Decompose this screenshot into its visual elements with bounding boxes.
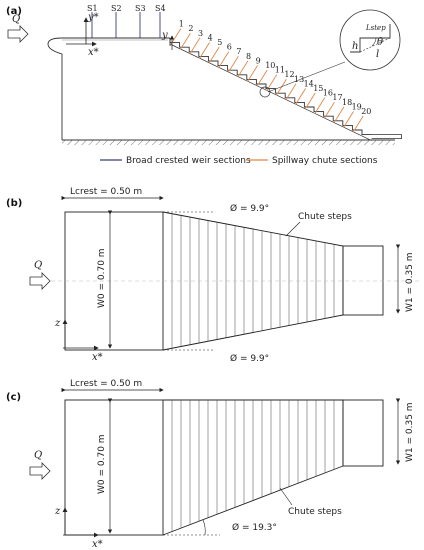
chute-section-label: 20 xyxy=(361,107,372,116)
steps-label-b: Chute steps xyxy=(298,212,352,222)
y-axis-label-a: y* xyxy=(88,12,99,23)
weir-structure xyxy=(48,38,170,140)
chute-step-lines-b xyxy=(172,214,334,349)
flow-label-c: Q xyxy=(34,450,43,461)
weir-section-label: S3 xyxy=(135,4,146,13)
w0-label-b: W0 = 0.70 m xyxy=(97,248,107,308)
outlet-c xyxy=(343,400,383,466)
angle-c: Ø = 19.3° xyxy=(232,523,277,533)
weir-sections xyxy=(87,4,166,38)
angle-top-b: Ø = 9.9° xyxy=(230,204,270,214)
chute-section-label: 11 xyxy=(274,65,285,75)
outlet-b xyxy=(343,246,383,315)
inset-theta: θ xyxy=(377,37,384,48)
inset-l: l xyxy=(376,49,380,60)
weir-section-label: S2 xyxy=(111,4,122,13)
crest-c xyxy=(65,400,163,535)
chute-section-label: 1 xyxy=(178,19,184,29)
panel-b xyxy=(6,187,420,364)
chute-section-label: 16 xyxy=(322,88,333,98)
panel-c xyxy=(6,379,415,550)
chute-section-label: 14 xyxy=(303,79,314,89)
panel-a xyxy=(6,4,402,166)
chute-section-label: 17 xyxy=(332,93,343,103)
lcrest-label-c: Lcrest = 0.50 m xyxy=(70,379,143,389)
legend-weir-label: Broad crested weir sections xyxy=(126,156,251,166)
angle-arc-c xyxy=(203,520,205,535)
lcrest-label-b: Lcrest = 0.50 m xyxy=(70,187,143,197)
panel-b-label: (b) xyxy=(6,198,23,209)
flow-arrow-c xyxy=(30,463,50,479)
panel-c-label: (c) xyxy=(6,392,22,403)
flow-arrow-b xyxy=(30,273,50,289)
weir-section-label: S1 xyxy=(87,4,98,13)
chute-section-label: 4 xyxy=(207,33,213,43)
z-label-c: z xyxy=(55,506,61,517)
chute-section-label: 18 xyxy=(342,97,353,107)
weir-section-label: S4 xyxy=(155,4,166,13)
x-axis-label-a: x* xyxy=(88,47,99,58)
flow-arrow-a xyxy=(8,14,28,42)
chute-section-label: 8 xyxy=(246,51,252,61)
steps-leader-b xyxy=(286,222,300,236)
y-axis-chute-label: y xyxy=(162,30,168,41)
ground-hatch xyxy=(62,140,395,145)
angle-bottom-b: Ø = 9.9° xyxy=(230,354,270,364)
chute-section-label: 6 xyxy=(226,42,232,52)
chute-section-label: 2 xyxy=(188,24,194,34)
chute-section-label: 7 xyxy=(236,47,242,57)
w1-label-b: W1 = 0.35 m xyxy=(405,252,415,312)
chute-section-label: 19 xyxy=(351,102,362,112)
steps-leader-c xyxy=(280,488,292,505)
chute-section-label: 5 xyxy=(217,38,223,47)
panel-a-label: (a) xyxy=(6,6,22,17)
inset-h: h xyxy=(352,41,359,52)
x-label-c: x* xyxy=(92,539,103,550)
tail-apron xyxy=(372,135,402,139)
legend-a xyxy=(100,156,378,166)
chute-section-label: 12 xyxy=(284,70,295,80)
step-detail-inset xyxy=(260,10,400,97)
z-label-b: z xyxy=(55,318,61,329)
w1-label-c: W1 = 0.35 m xyxy=(405,402,415,462)
steps-label-c: Chute steps xyxy=(288,507,342,517)
legend-chute-label: Spillway chute sections xyxy=(272,156,378,166)
inset-lstep: Lstep xyxy=(366,24,386,32)
chute-section-label: 10 xyxy=(265,61,276,70)
x-label-b: x* xyxy=(92,352,103,363)
chute-section-label: 9 xyxy=(255,56,261,66)
chute-section-label: 15 xyxy=(313,84,324,93)
flow-label-a: Q xyxy=(12,14,21,25)
chute-section-label: 13 xyxy=(294,74,305,84)
chute-profile xyxy=(170,38,372,135)
w0-label-c: W0 = 0.70 m xyxy=(97,434,107,494)
flow-label-b: Q xyxy=(34,260,43,271)
chute-section-label: 3 xyxy=(198,28,204,38)
